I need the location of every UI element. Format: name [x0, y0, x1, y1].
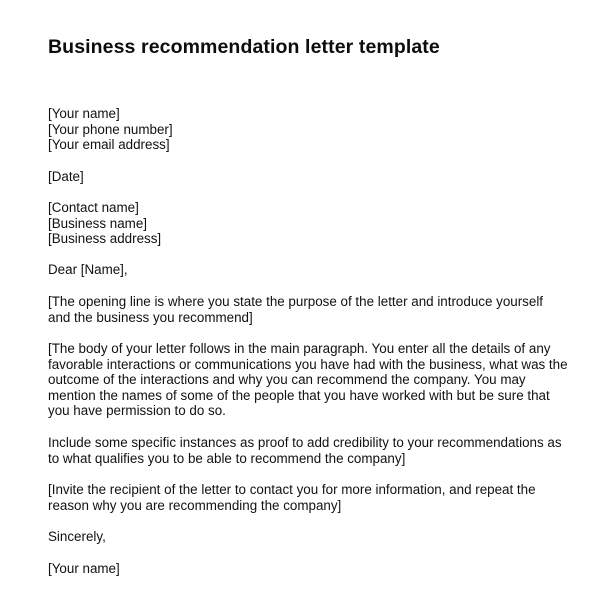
sender-block	[48, 106, 568, 153]
page-title: Business recommendation letter template	[48, 36, 440, 58]
recipient-business-name: [Business name]	[48, 215, 147, 231]
sender-name: [Your name]	[48, 106, 120, 121]
opening-paragraph: [The opening line is where you state the purpose of the letter and introduce yourself and the business you recommend]	[48, 294, 544, 325]
signoff-block	[48, 529, 568, 545]
signoff: Sincerely,	[48, 529, 106, 544]
recipient-contact: [Contact name]	[48, 200, 139, 215]
recipient-business-address: [Business address]	[48, 231, 162, 247]
body-paragraph: [The body of your letter follows in the main paragraph. You enter all the details of any favorable interactions or communications you have had with the business, what was the outcome of the interactions and why you can recommend the company. You may mention the names of some of the people that you have worked with but be sure that you have permission to do so.	[48, 341, 568, 419]
closing-paragraph: [Invite the recipient of the letter to contact you for more information, and repeat the reason why you are recommending the company]	[48, 482, 536, 513]
recipient-block	[48, 200, 568, 247]
salutation: Dear [Name],	[48, 262, 128, 277]
sender-phone: [Your phone number]	[48, 121, 173, 137]
signature-name: [Your name]	[48, 561, 120, 576]
signature-block	[48, 561, 568, 577]
sender-email: [Your email address]	[48, 137, 170, 153]
salutation-block	[48, 262, 568, 278]
letter-date: [Date]	[48, 169, 84, 184]
instances-paragraph: Include some specific instances as proof to add credibility to your recommendations as to what qualifies you to be able to recommend the company]	[48, 435, 562, 466]
date-block	[48, 169, 568, 185]
